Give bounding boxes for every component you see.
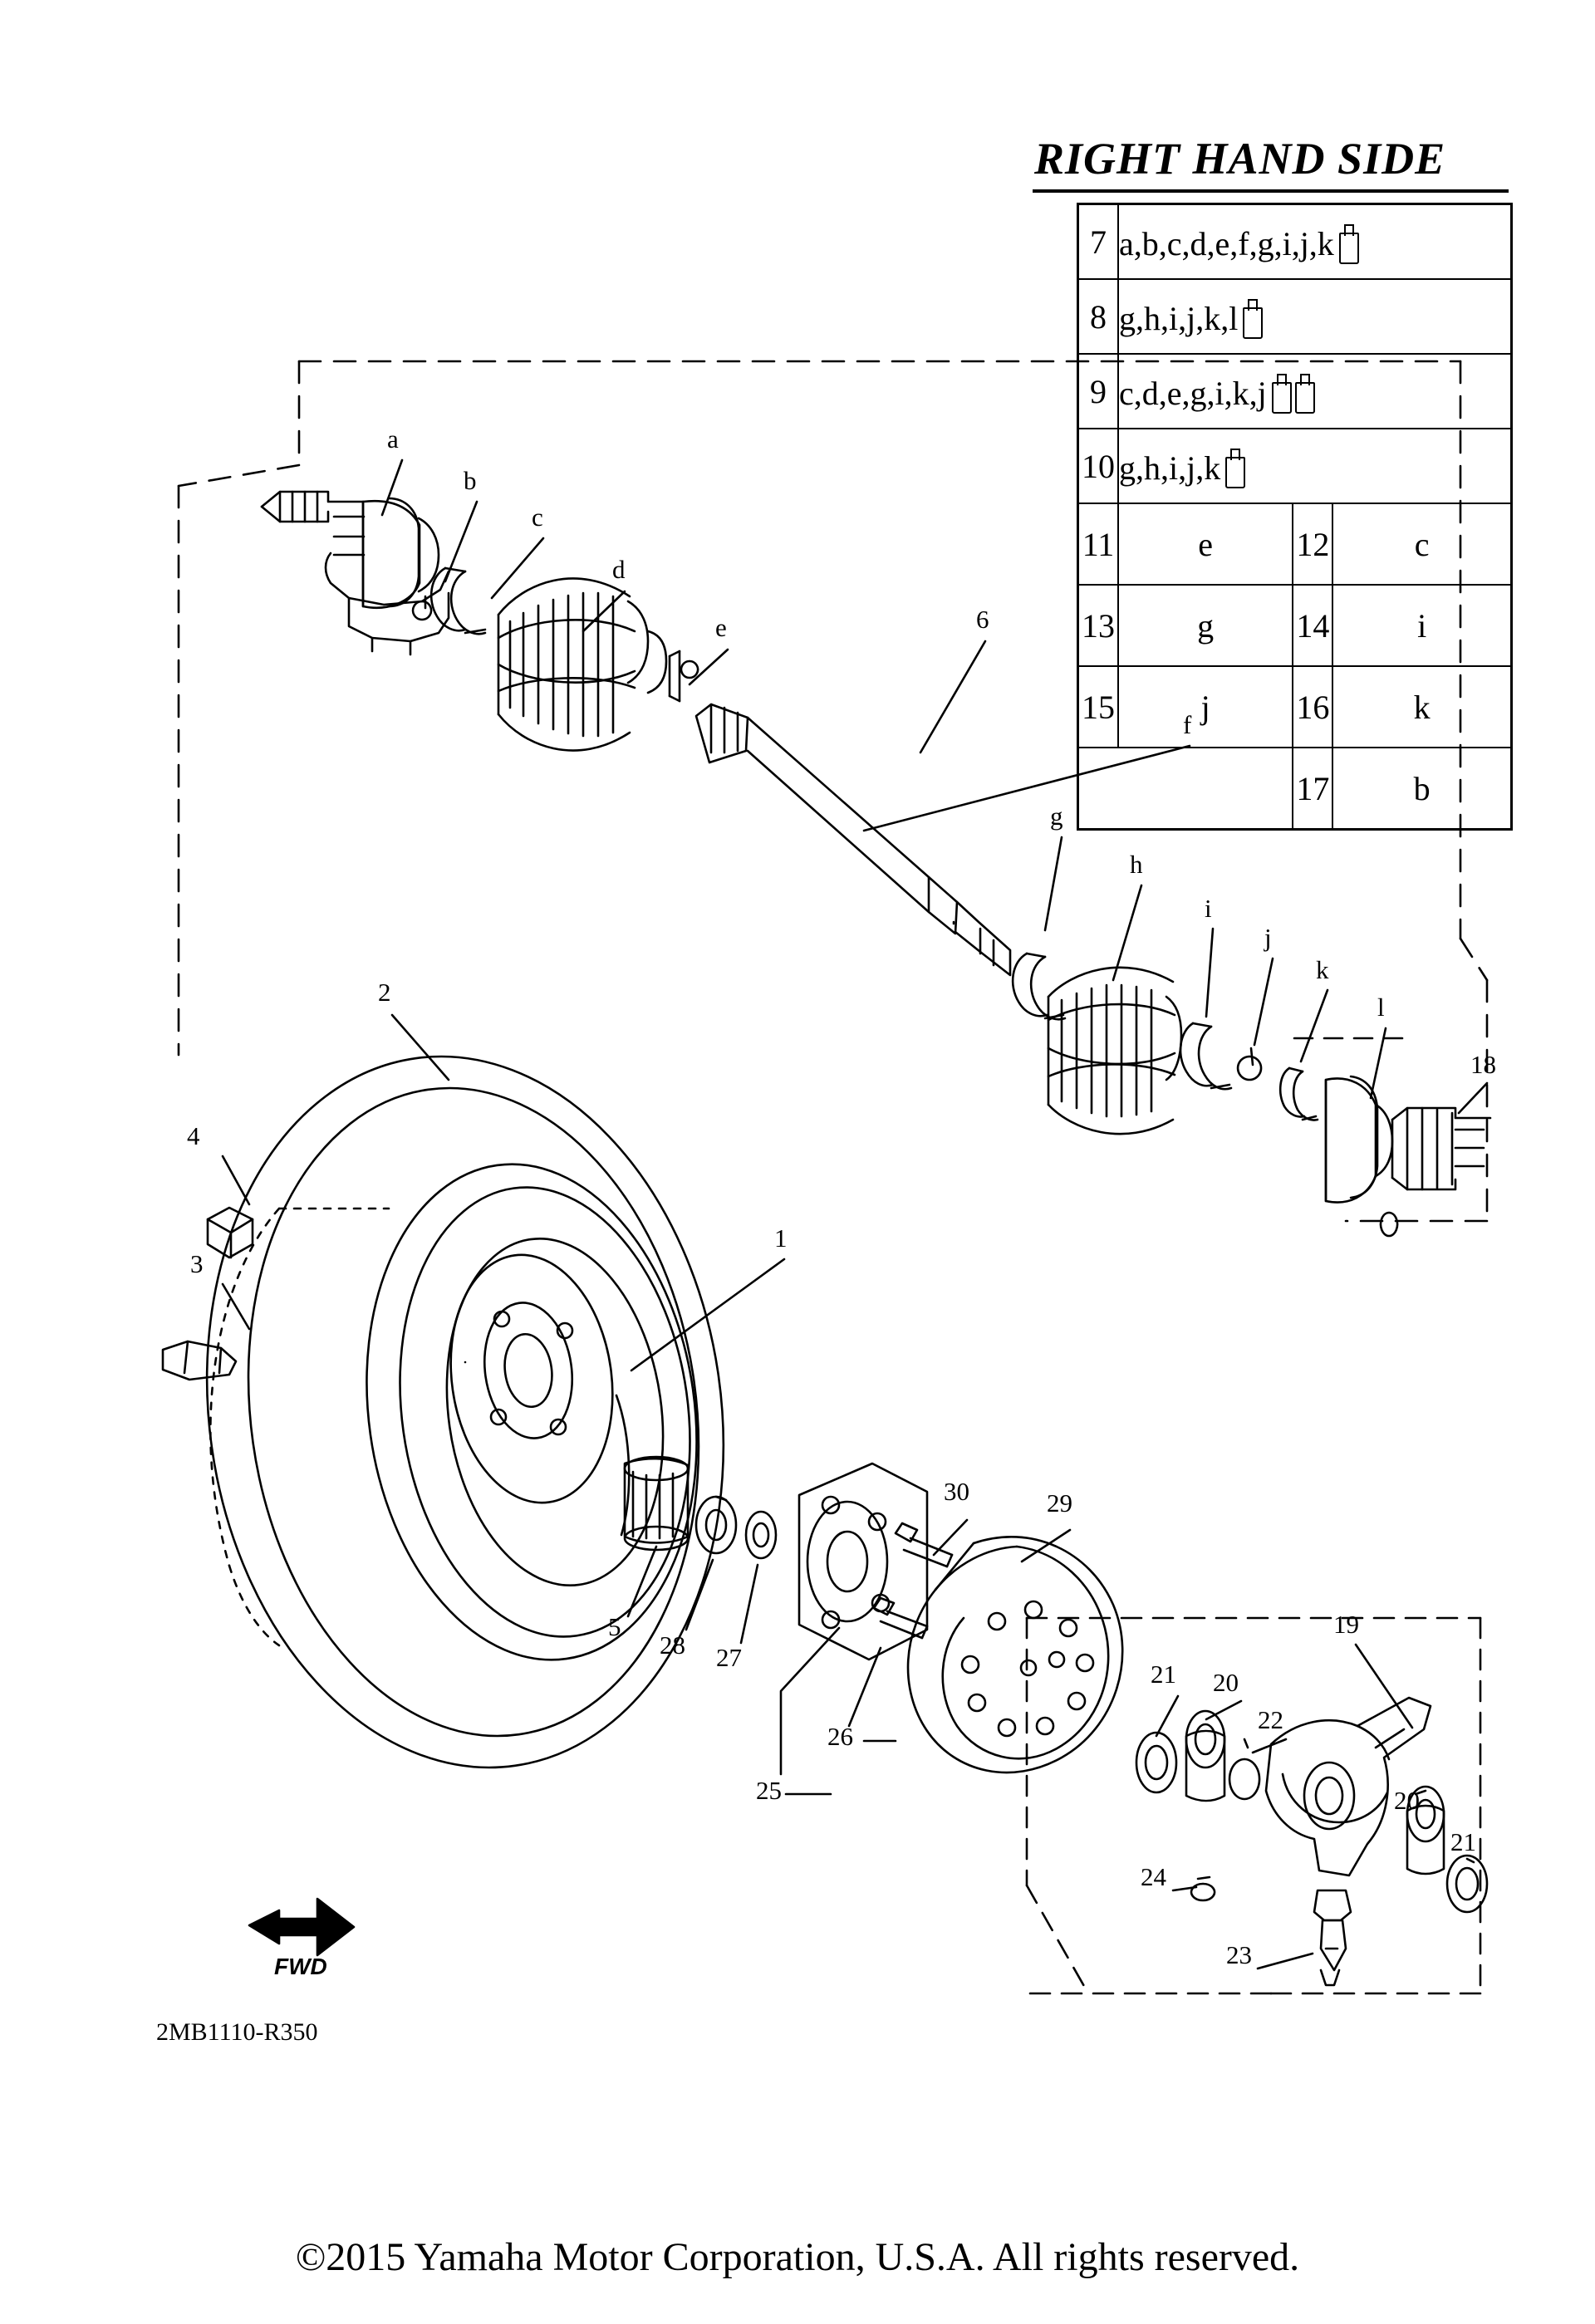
callout-19: 19 [1333, 1610, 1359, 1639]
row-number-2: 12 [1293, 503, 1332, 585]
callout-6: 6 [976, 605, 989, 634]
callout-1: 1 [774, 1223, 788, 1253]
row-value: a,b,c,d,e,f,g,i,j,k [1118, 204, 1512, 280]
row-number: 8 [1078, 279, 1119, 354]
fwd-label: FWD [274, 1954, 327, 1979]
callout-22: 22 [1258, 1705, 1283, 1734]
callout-26: 26 [827, 1722, 853, 1751]
row-number-2: 14 [1293, 585, 1332, 666]
callout-23: 23 [1226, 1940, 1252, 1969]
row-value-2: i [1332, 585, 1511, 666]
callout-20b: 20 [1394, 1786, 1420, 1815]
callout-a: a [387, 424, 399, 454]
callout-g: g [1050, 802, 1063, 831]
row-number: 10 [1078, 429, 1119, 503]
row-value: g [1118, 585, 1293, 666]
callout-18: 18 [1470, 1050, 1496, 1079]
row-value: c,d,e,g,i,k,j [1118, 354, 1512, 429]
row-value-2: b [1332, 748, 1511, 830]
callout-2: 2 [378, 978, 391, 1007]
callout-28: 28 [660, 1630, 685, 1660]
callout-i: i [1205, 894, 1212, 923]
row-value: g,h,i,j,k [1118, 429, 1512, 503]
row-value: e [1118, 503, 1293, 585]
callout-20: 20 [1213, 1668, 1239, 1697]
callout-24: 24 [1141, 1862, 1166, 1891]
callout-b: b [464, 466, 477, 495]
callout-e: e [715, 613, 727, 642]
callout-3: 3 [190, 1249, 204, 1278]
callout-21b: 21 [1450, 1827, 1476, 1856]
row-number: 7 [1078, 204, 1119, 280]
row-value-2: c [1332, 503, 1511, 585]
row-number: 15 [1078, 666, 1119, 748]
part-number: 2MB1110-R350 [156, 2018, 318, 2046]
callout-j: j [1264, 923, 1272, 952]
row-number: 13 [1078, 585, 1119, 666]
callout-d: d [612, 555, 626, 584]
callout-29: 29 [1047, 1488, 1072, 1517]
callout-f: f [1183, 710, 1192, 739]
callout-21: 21 [1151, 1660, 1176, 1689]
page-title: RIGHT HAND SIDE [1034, 134, 1446, 184]
callout-h: h [1130, 850, 1143, 879]
callout-25: 25 [756, 1776, 782, 1805]
callout-l: l [1377, 993, 1385, 1022]
row-number: 9 [1078, 354, 1119, 429]
row-value: g,h,i,j,k,l [1118, 279, 1512, 354]
row-value: j [1118, 666, 1293, 748]
callout-27: 27 [716, 1643, 742, 1672]
row-number: 11 [1078, 503, 1119, 585]
callout-c: c [532, 503, 543, 532]
callout-5: 5 [608, 1612, 621, 1641]
row-value-2: k [1332, 666, 1511, 748]
callout-30: 30 [944, 1477, 969, 1506]
row-number-2: 16 [1293, 666, 1332, 748]
row-number-2: 17 [1293, 748, 1332, 830]
copyright-notice: ©2015 Yamaha Motor Corporation, U.S.A. All rights reserved. [295, 2235, 1300, 2279]
callout-k: k [1316, 955, 1329, 984]
callout-4: 4 [187, 1121, 200, 1150]
